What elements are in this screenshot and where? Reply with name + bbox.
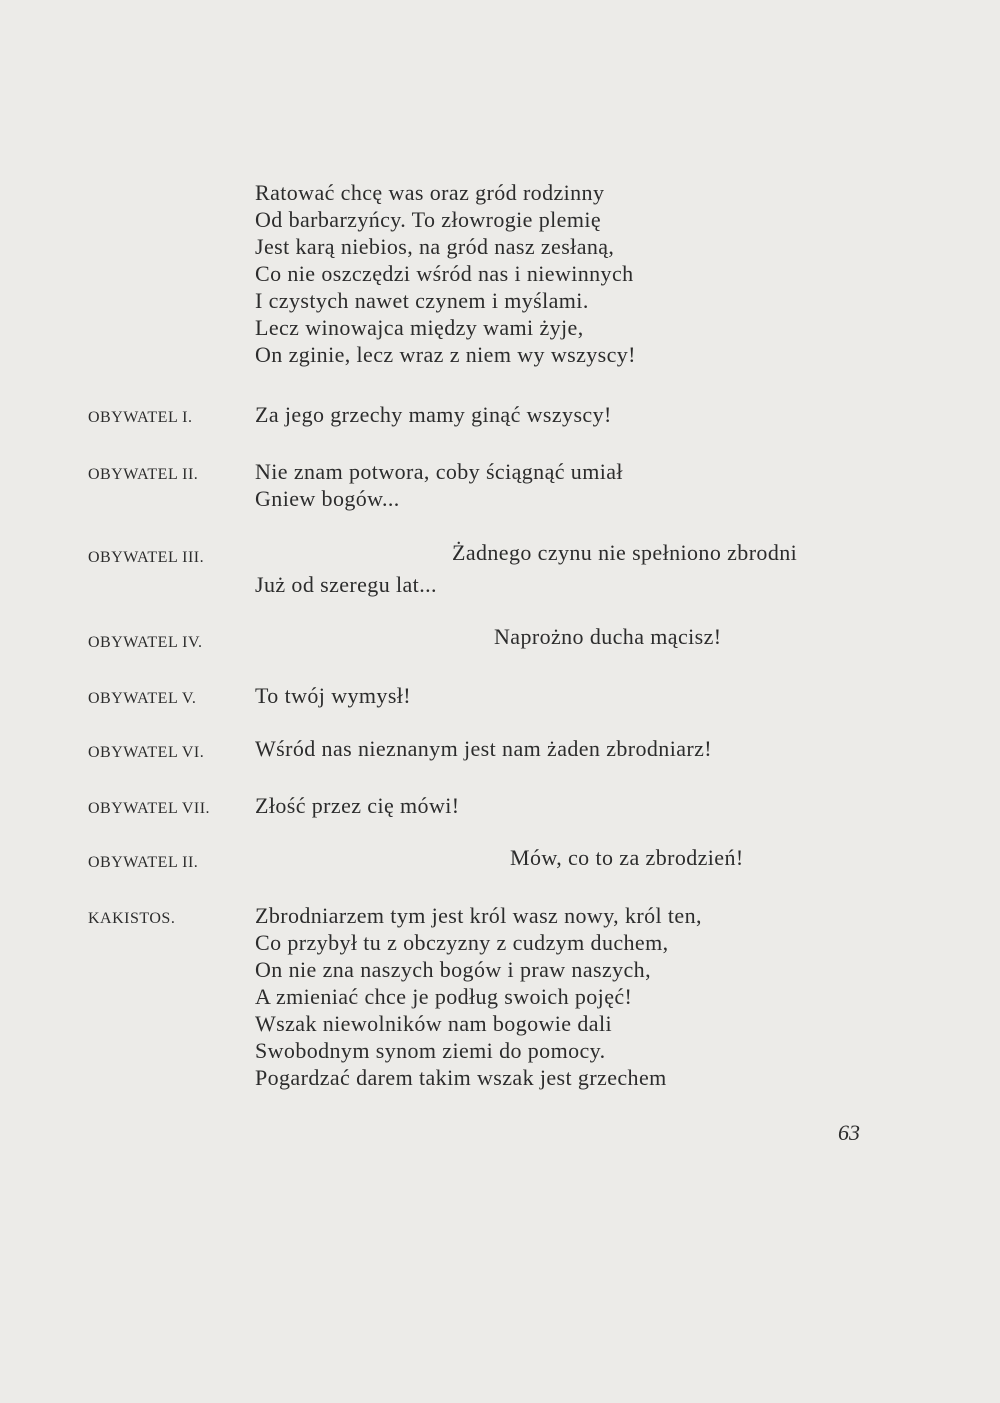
speaker-name: OBYWATEL VII.: [88, 800, 211, 817]
verse-line: Złość przez cię mówi!: [255, 793, 460, 818]
verse-line: Lecz winowajca między wami żyje,: [255, 315, 584, 340]
verse-line: Swobodnym synom ziemi do pomocy.: [255, 1038, 606, 1063]
speaker-name: OBYWATEL II.: [88, 466, 199, 483]
verse-line: Pogardzać darem takim wszak jest grzechem: [255, 1065, 667, 1090]
speaker-name: KAKISTOS.: [88, 910, 176, 927]
verse-line: Mów, co to za zbrodzień!: [510, 845, 744, 870]
verse-line: Gniew bogów...: [255, 486, 400, 511]
verse-line: Już od szeregu lat...: [255, 572, 437, 597]
page-number: 63: [838, 1120, 860, 1145]
verse-line: On nie zna naszych bogów i praw naszych,: [255, 957, 651, 982]
verse-line: Żadnego czynu nie spełniono zbrodni: [452, 540, 798, 565]
verse-line: Wśród nas nieznanym jest nam żaden zbrodniarz!: [255, 736, 713, 761]
speaker-name: OBYWATEL I.: [88, 409, 193, 426]
verse-line: I czystych nawet czynem i myślami.: [255, 288, 589, 313]
verse-line: A zmieniać chce je podług swoich pojęć!: [255, 984, 633, 1009]
verse-line: To twój wymysł!: [255, 683, 412, 708]
verse-line: Naprożno ducha mącisz!: [494, 624, 722, 649]
speaker-name: OBYWATEL II.: [88, 854, 199, 871]
speaker-name: OBYWATEL III.: [88, 549, 205, 566]
verse-line: Od barbarzyńcy. To złowrogie plemię: [255, 207, 602, 232]
speaker-name: OBYWATEL V.: [88, 690, 197, 707]
verse-line: Co przybył tu z obczyzny z cudzym duchem,: [255, 930, 669, 955]
verse-line: Co nie oszczędzi wśród nas i niewinnych: [255, 261, 634, 286]
verse-line: Ratować chcę was oraz gród rodzinny: [255, 180, 605, 205]
verse-line: Za jego grzechy mamy ginąć wszyscy!: [255, 402, 612, 427]
verse-line: Jest karą niebios, na gród nasz zesłaną,: [255, 234, 615, 259]
verse-line: On zginie, lecz wraz z niem wy wszyscy!: [255, 342, 636, 367]
verse-line: Nie znam potwora, coby ściągnąć umiał: [255, 459, 623, 484]
speaker-name: OBYWATEL VI.: [88, 744, 205, 761]
verse-line: Wszak niewolników nam bogowie dali: [255, 1011, 612, 1036]
speaker-name: OBYWATEL IV.: [88, 634, 203, 651]
verse-line: Zbrodniarzem tym jest król wasz nowy, król ten,: [255, 903, 702, 928]
